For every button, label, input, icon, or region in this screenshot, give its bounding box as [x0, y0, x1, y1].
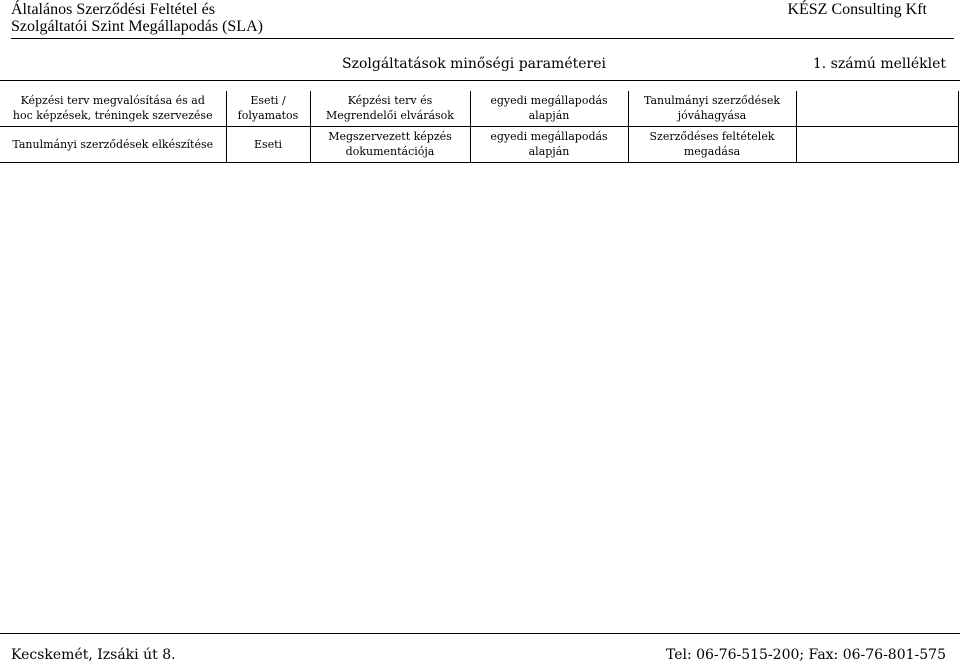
- table-cell: [628, 127, 796, 163]
- table-cell: [470, 91, 628, 127]
- cell-text-line: Tanulmányi szerződések: [643, 94, 781, 107]
- table-cell: [226, 127, 310, 163]
- document-title-line1: Általános Szerződési Feltétel és: [11, 1, 215, 18]
- footer-divider: [0, 633, 960, 634]
- cell-text-line: alapján: [528, 145, 570, 158]
- section-title: Szolgáltatások minőségi paraméterei: [342, 56, 606, 72]
- cell-text-line: folyamatos: [237, 109, 299, 122]
- table-cell: [226, 91, 310, 127]
- cell-text-line: dokumentációja: [345, 145, 435, 158]
- cell-text-line: Eseti /: [250, 94, 286, 107]
- table-row: [0, 127, 958, 163]
- cell-text-line: egyedi megállapodás: [490, 130, 608, 143]
- table-cell: [310, 91, 470, 127]
- table-cell: [796, 127, 958, 163]
- service-parameters-table: [0, 91, 959, 163]
- table-cell: [628, 91, 796, 127]
- table-cell: [470, 127, 628, 163]
- annex-label: 1. számú melléklet: [812, 56, 946, 72]
- cell-text-line: alapján: [528, 109, 570, 122]
- company-name: KÉSZ Consulting Kft: [787, 1, 927, 18]
- document-title: [11, 1, 263, 35]
- cell-text-line: Megszervezett képzés: [328, 130, 452, 143]
- cell-text-line: jóváhagyása: [677, 109, 747, 122]
- table-row: [0, 91, 958, 127]
- section-divider: [0, 80, 960, 81]
- cell-text-line: hoc képzések, tréningek szervezése: [12, 109, 213, 122]
- document-title-line2: Szolgáltatói Szint Megállapodás (SLA): [11, 18, 263, 35]
- cell-text-line: Képzési terv és: [347, 94, 433, 107]
- footer-contact: Tel: 06-76-515-200; Fax: 06-76-801-575: [665, 647, 946, 663]
- table-cell: [0, 91, 226, 127]
- table-cell: [0, 127, 226, 163]
- cell-text-line: Megrendelői elvárások: [326, 109, 454, 122]
- header-divider: [11, 38, 954, 39]
- cell-text-line: Szerződéses feltételek: [649, 130, 775, 143]
- table-cell: [310, 127, 470, 163]
- cell-text-line: megadása: [683, 145, 741, 158]
- footer-address: Kecskemét, Izsáki út 8.: [11, 647, 176, 663]
- table-body: [0, 91, 958, 163]
- cell-text-line: Képzési terv megvalósítása és ad: [20, 94, 205, 107]
- table-cell: [796, 91, 958, 127]
- cell-text-line: egyedi megállapodás: [490, 94, 608, 107]
- cell-text-line: Eseti: [253, 137, 283, 151]
- cell-text-line: Tanulmányi szerződések elkészítése: [12, 137, 214, 151]
